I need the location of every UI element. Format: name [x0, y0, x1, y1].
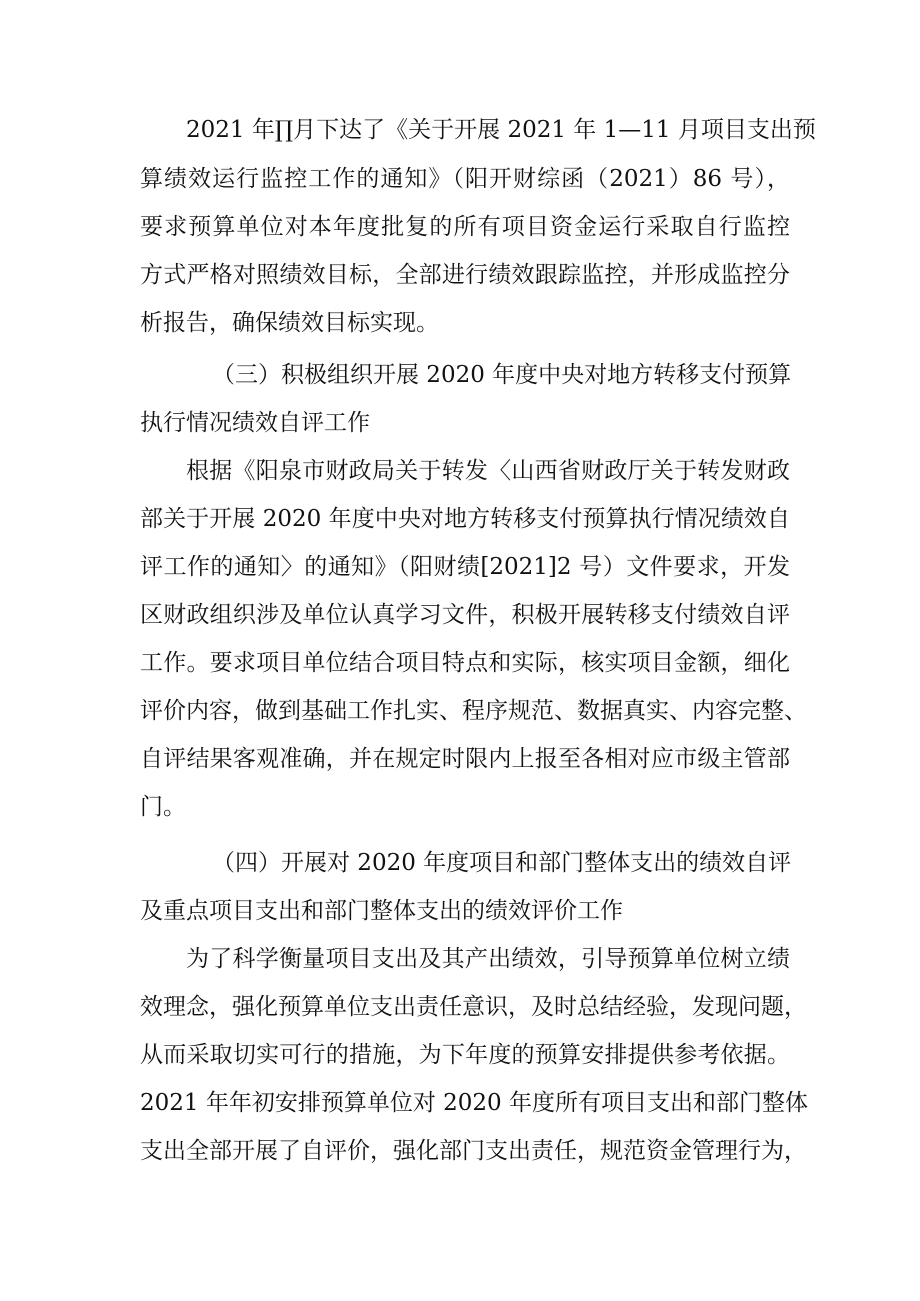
paragraph-2-line-7: 自评结果客观准确，并在规定时限内上报至各相对应市级主管部: [140, 746, 790, 772]
paragraph-2-line-5: 工作。要求项目单位结合项目特点和实际，核实项目金额，细化: [140, 650, 790, 676]
paragraph-3-line-5: 支出全部开展了自评价，强化部门支出责任，规范资金管理行为，: [140, 1138, 807, 1164]
section-heading-4-line-1: （四）开展对 2020 年度项目和部门整体支出的绩效自评: [212, 850, 792, 876]
paragraph-3-line-3: 从而采取切实可行的措施，为下年度的预算安排提供参考依据。: [140, 1042, 790, 1068]
paragraph-2-line-4: 区财政组织涉及单位认真学习文件，积极开展转移支付绩效自评: [140, 602, 790, 628]
section-heading-4-line-2: 及重点项目支出和部门整体支出的绩效评价工作: [140, 898, 623, 924]
section-heading-3-line-1: （三）积极组织开展 2020 年度中央对地方转移支付预算: [212, 362, 792, 388]
paragraph-1-line-3: 要求预算单位对本年度批复的所有项目资金运行采取自行监控: [140, 214, 790, 240]
paragraph-1-line-4: 方式严格对照绩效目标，全部进行绩效跟踪监控，并形成监控分: [140, 262, 790, 288]
paragraph-2-line-6: 评价内容，做到基础工作扎实、程序规范、数据真实、内容完整、: [140, 698, 807, 724]
paragraph-1-line-5: 析报告，确保绩效目标实现。: [140, 310, 439, 336]
paragraph-1-line-2: 算绩效运行监控工作的通知》（阳开财综函（2021）86 号），: [140, 166, 790, 192]
paragraph-3-line-1: 为了科学衡量项目支出及其产出绩效，引导预算单位树立绩: [186, 946, 790, 972]
paragraph-2-line-2: 部关于开展 2020 年度中央对地方转移支付预算执行情况绩效自: [140, 506, 790, 532]
paragraph-3-line-2: 效理念，强化预算单位支出责任意识，及时总结经验，发现问题，: [140, 994, 807, 1020]
paragraph-1-line-1: 2021 年∏月下达了《关于开展 2021 年 1—11 月项目支出预: [186, 117, 816, 143]
paragraph-2-line-1: 根据《阳泉市财政局关于转发〈山西省财政厅关于转发财政: [186, 458, 790, 484]
paragraph-3-line-4: 2021 年年初安排预算单位对 2020 年度所有项目支出和部门整体: [140, 1090, 808, 1116]
paragraph-2-line-8: 门。: [140, 794, 186, 820]
paragraph-2-line-3: 评工作的通知〉的通知》（阳财绩[2021]2 号）文件要求，开发: [140, 554, 790, 580]
section-heading-3-line-2: 执行情况绩效自评工作: [140, 410, 370, 436]
